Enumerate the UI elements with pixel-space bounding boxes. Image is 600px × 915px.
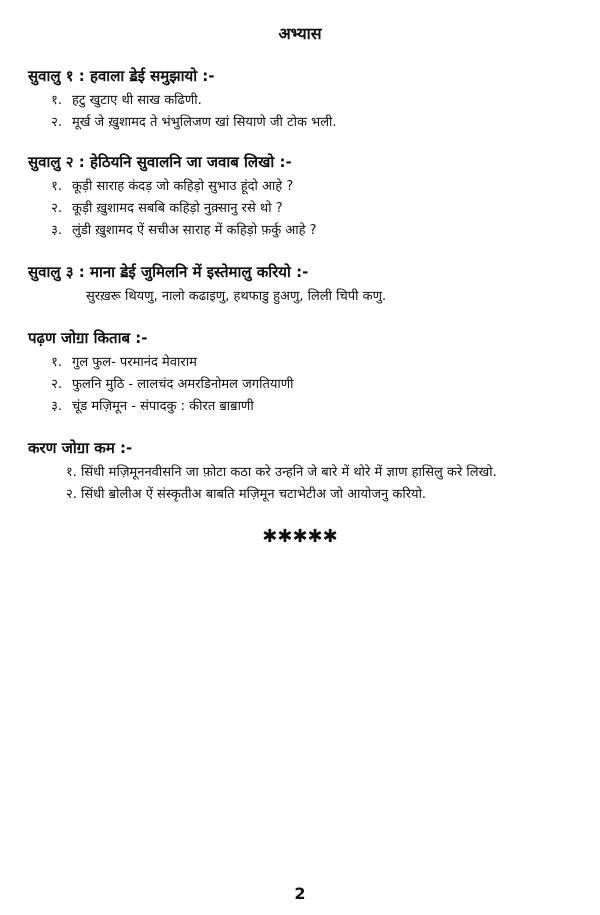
list-item: १. सिंधी मज़िमूननवीसनि जा फ़ोटा कठा करे उन्हनि जे बारे में थोरे में ज्ञाण हासिलु करे लिखो.	[66, 465, 497, 480]
item-text: गुल फुल- परमानंद मेवाराम	[72, 355, 197, 370]
reading-books-heading: पढ़ण जोॻा किताब :-	[28, 329, 148, 347]
item-number: २.	[51, 377, 62, 392]
question-1-heading: सुवालु १ : हवाला ॾेई समुझायो :-	[28, 67, 215, 85]
list-item	[28, 220, 588, 242]
page-number: 2	[294, 884, 306, 903]
page-title: अभ्यास	[278, 24, 322, 43]
question-1-section	[28, 66, 588, 134]
reading-books-section	[28, 328, 588, 418]
list-item	[28, 112, 588, 134]
item-text: कूड़ी ख़ुशामद सबबि कहिड़ो नुक़्सानु रसे थो ?	[72, 201, 283, 216]
list-item	[28, 198, 588, 220]
section-separator: ✱✱✱✱✱	[262, 526, 338, 547]
item-number: २.	[51, 201, 62, 216]
question-2-heading: सुवालु २ : हेठियनि सुवालनि जा जवाब लिखो :-	[28, 153, 292, 171]
item-text: कूड़ी साराह कंदड़ जो कहिड़ो सुभाउ हूंदो आहे ?	[72, 179, 294, 194]
list-item	[28, 176, 588, 198]
list-item	[28, 396, 588, 418]
item-number: ३.	[51, 399, 62, 414]
list-item	[28, 374, 588, 396]
list-item	[28, 90, 588, 112]
item-text: हटु खुटाए थी साख कढिणी.	[72, 93, 202, 108]
item-number: १.	[51, 179, 62, 194]
question-3-heading: सुवालु ३ : माना ॾेई जुमिलनि में इस्तेमालु करियो :-	[28, 263, 309, 281]
activities-heading: करण जोॻा कम :-	[28, 439, 133, 457]
question-3-section	[28, 262, 588, 308]
item-number: १.	[51, 93, 62, 108]
item-text: लुंडी ख़ुशामद ऐं सचीअ साराह में कहिड़ो फ़र्कु आहे ?	[72, 223, 317, 238]
list-item: २. सिंधी ॿोलीअ ऐं संस्कृतीअ बाबति मज़िमून चटाभेटीअ जो आयोजनु करियो.	[66, 487, 427, 502]
item-text: फुलनि मुठि - लालचंद अमरडिनोमल जगतियाणी	[72, 377, 294, 392]
list-item	[28, 352, 588, 374]
item-number: ३.	[51, 223, 62, 238]
item-text: मूर्ख जे ख़ुशामद ते भंभुलिजण खां सियाणे जी टोक भली.	[72, 115, 337, 130]
item-number: १.	[51, 355, 62, 370]
item-number: २.	[51, 115, 62, 130]
question-2-section	[28, 152, 588, 242]
question-3-text: सुरख़रू थियणु, नालो कढाइणु, हथफाडु हुअणु, लिली चिपी कणु.	[86, 289, 387, 304]
item-text: चूंड मज़िमून - संपादकु : कीरत ॿाॿाणी	[72, 399, 254, 414]
activities-section	[28, 438, 588, 506]
